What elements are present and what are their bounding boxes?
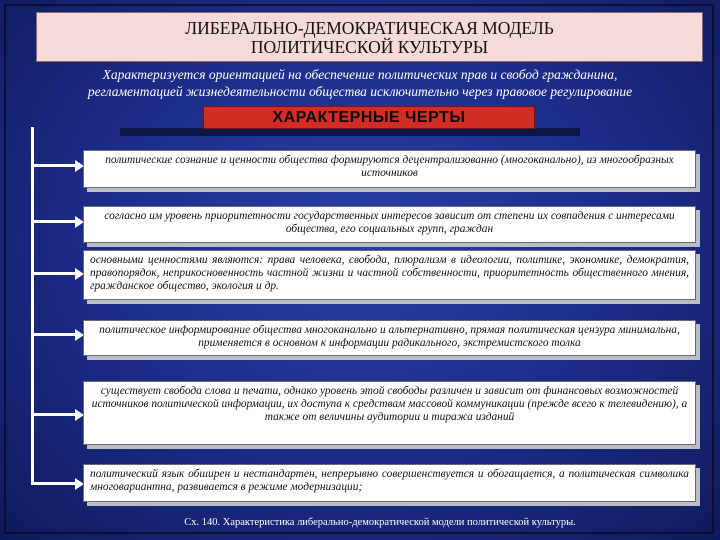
title-line-2: ПОЛИТИЧЕСКОЙ КУЛЬТУРЫ: [250, 37, 489, 57]
feature-card-2: согласно им уровень приоритетности государственных интересов зависит от степени их совпадения с интересами общества, его социальных групп, граждан: [83, 206, 696, 243]
figure-caption: Сх. 140. Характеристика либерально-демократической модели политической культуры.: [184, 517, 576, 528]
feature-card-3: основными ценностями являются: права человека, свобода, плюрализм в идеологии, политике, экономике, демократия, правопорядок, неприкосновенность частной жизни и частной собственности, приоритетность общественного мнения, гражданское общество, экология и др.: [83, 250, 696, 300]
connector-branch-3: [31, 272, 77, 275]
connector-branch-6: [31, 482, 77, 485]
connector-branch-4: [31, 333, 77, 336]
subtitle-line-2: регламентацией жизнедеятельности общества исключительно через правовое регулирование: [87, 84, 633, 99]
subtitle: [10, 66, 710, 100]
feature-card-5: существует свобода слова и печати, однако уровень этой свободы различен и зависит от финансовых возможностей источников политической информации, их доступа к средствам массовой коммуникации (прежде всего к телевидению), а также от величины аудитории и тиража изданий: [83, 381, 696, 445]
feature-card-4: политическое информирование общества многоканально и альтернативно, прямая политическая цензура минимальна, применяется в основном к информации радикального, экстремистского толка: [83, 320, 696, 356]
characteristics-banner: ХАРАКТЕРНЫЕ ЧЕРТЫ: [203, 106, 535, 129]
feature-card-6: политический язык обширен и нестандартен, непрерывно совершенствуется и обогащается, а политическая символика многовариантна, развивается в режиме модернизации;: [83, 464, 696, 502]
title-box: [36, 12, 703, 62]
banner-shadow: [120, 128, 580, 136]
connector-spine: [31, 127, 34, 484]
subtitle-line-1: Характеризуется ориентацией на обеспечение политических прав и свобод гражданина,: [102, 67, 618, 82]
connector-branch-2: [31, 220, 77, 223]
title-line-1: ЛИБЕРАЛЬНО-ДЕМОКРАТИЧЕСКАЯ МОДЕЛЬ: [185, 18, 554, 38]
connector-branch-1: [31, 164, 77, 167]
connector-branch-5: [31, 413, 77, 416]
feature-card-1: политические сознание и ценности общества формируются децентрализованно (многоканально), из многообразных источников: [83, 150, 696, 188]
